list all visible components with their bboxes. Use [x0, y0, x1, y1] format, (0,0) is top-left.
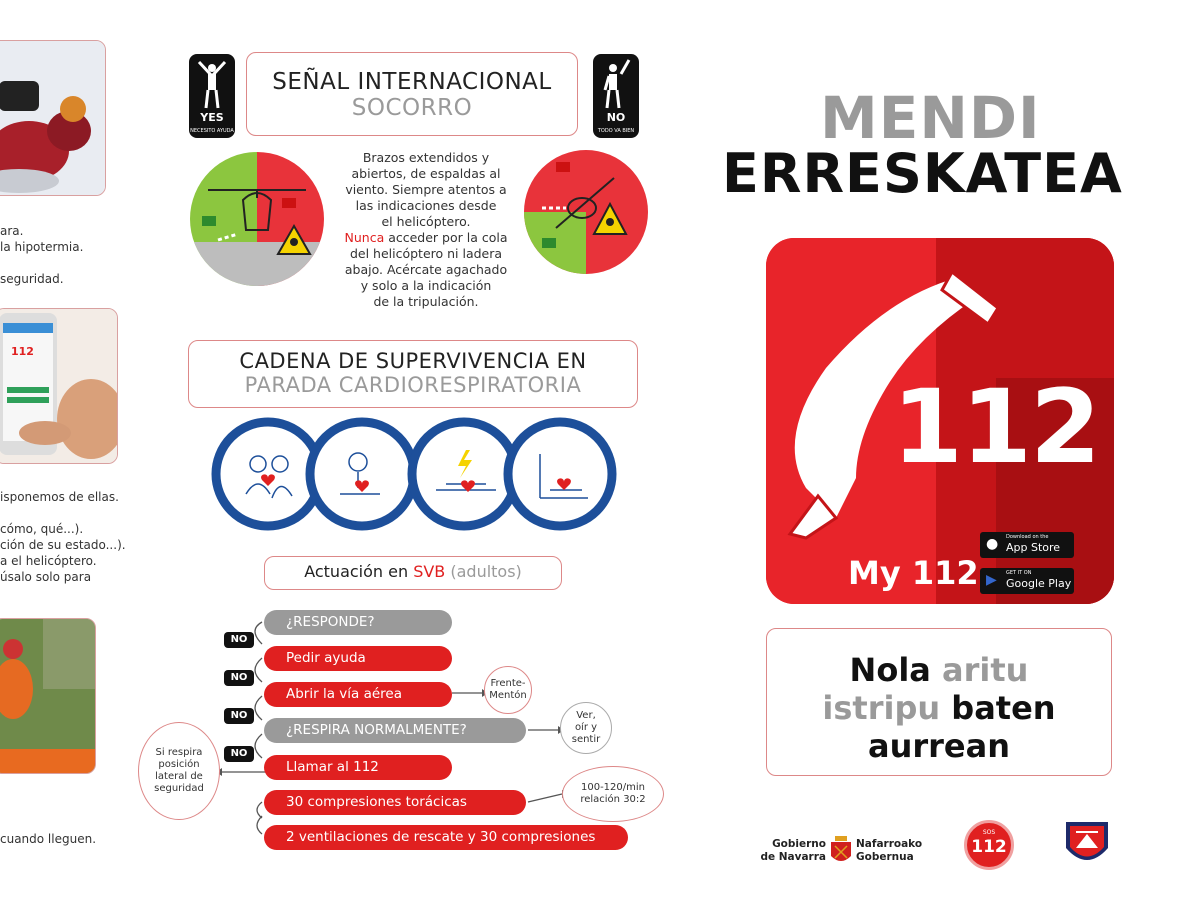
my112-app-tile [766, 238, 1114, 604]
left-text-fragment: ara. [0, 224, 24, 238]
bubble-ver-oir-sentir: Ver, oír y sentir [560, 702, 612, 754]
bubble-ritmo-compresiones: 100-120/min relación 30:2 [562, 766, 664, 822]
senal-subtitle: SOCORRO [351, 95, 473, 121]
helicopter-approach-front-icon [188, 150, 326, 292]
left-text-fragment: cuando lleguen. [0, 832, 97, 846]
step-llamar-112: Llamar al 112 [264, 755, 452, 780]
svb-highlight: SVB [413, 562, 446, 581]
step-ventilaciones: 2 ventilaciones de rescate y 30 compresiones [264, 825, 628, 850]
navarra-shield-icon [830, 836, 852, 866]
step-abrir-via: Abrir la vía aérea [264, 682, 452, 707]
sos-112-logo: SOS 112 [964, 820, 1014, 870]
yes-label: YES [200, 111, 224, 124]
actuacion-title-box: Actuación en SVB (adultos) [264, 556, 562, 590]
helicopter-approach-side-icon [522, 148, 650, 280]
no-sublabel: TODO VA BIEN [597, 128, 635, 134]
title-erreskatea: ERRESKATEA [722, 142, 1123, 205]
title-mendi: MENDI [820, 84, 1041, 152]
bubble-posicion-lateral: Si respira posición lateral de seguridad [138, 722, 220, 820]
signal-description: Brazos extendidos y abiertos, de espaldas al viento. Siempre atentos a las indicaciones desde el helicóptero. Nunca acceder por la cola del helicóptero ni ladera abajo. Acércate agachado y solo a la indicación de la tripulación. [344, 150, 508, 309]
rescue-photo-bottom [0, 618, 96, 774]
chain-of-survival-icon [210, 414, 618, 538]
app-112-number: 112 [892, 368, 1099, 487]
left-text-fragment: seguridad. [0, 272, 64, 286]
nola-title-box: Nola aritu istripu baten aurrean [766, 628, 1112, 776]
bubble-frente-menton: Frente- Mentón [484, 666, 532, 714]
step-pedir-ayuda: Pedir ayuda [264, 646, 452, 671]
step-respira: ¿RESPIRA NORMALMENTE? [264, 718, 526, 743]
step-responde: ¿RESPONDE? [264, 610, 452, 635]
google-play-badge[interactable]: ▶ GET IT ON Google Play [980, 568, 1074, 594]
no-label: NO [606, 111, 626, 124]
left-text-fragment: ción de su estado...). [0, 538, 126, 552]
apple-icon: ● [986, 536, 999, 552]
left-text-fragment: úsalo solo para [0, 570, 92, 584]
yes-sublabel: NECESITO AYUDA [190, 128, 234, 134]
yes-signal-icon [189, 54, 235, 138]
step-compresiones: 30 compresiones torácicas [264, 790, 526, 815]
no-signal-icon [593, 54, 639, 138]
senal-title-box [246, 52, 578, 136]
phone-photo [0, 308, 118, 464]
app-store-badge[interactable]: ● Download on the App Store [980, 532, 1074, 558]
no-badge: NO [224, 746, 254, 762]
play-icon: ▶ [986, 572, 997, 588]
cadena-subtitle: PARADA CARDIORESPIRATORIA [244, 373, 582, 397]
senal-title: SEÑAL INTERNACIONAL [272, 69, 552, 95]
app-name: My 112 [848, 554, 979, 592]
phone-screen-112: 112 [11, 345, 34, 358]
rescue-badge-icon [1062, 818, 1112, 876]
cadena-title: CADENA DE SUPERVIVENCIA EN [239, 349, 587, 373]
no-badge: NO [224, 708, 254, 724]
left-text-fragment: isponemos de ellas. [0, 490, 119, 504]
nunca-highlight: Nunca [344, 230, 385, 245]
rescue-photo-top [0, 40, 106, 196]
gobierno-navarra-logo: Gobierno de Navarra Nafarroako Gobernua [766, 836, 922, 866]
cadena-title-box [188, 340, 638, 408]
no-badge: NO [224, 632, 254, 648]
left-text-fragment: cómo, qué...). [0, 522, 84, 536]
left-text-fragment: la hipotermia. [0, 240, 84, 254]
no-badge: NO [224, 670, 254, 686]
left-text-fragment: a el helicóptero. [0, 554, 97, 568]
